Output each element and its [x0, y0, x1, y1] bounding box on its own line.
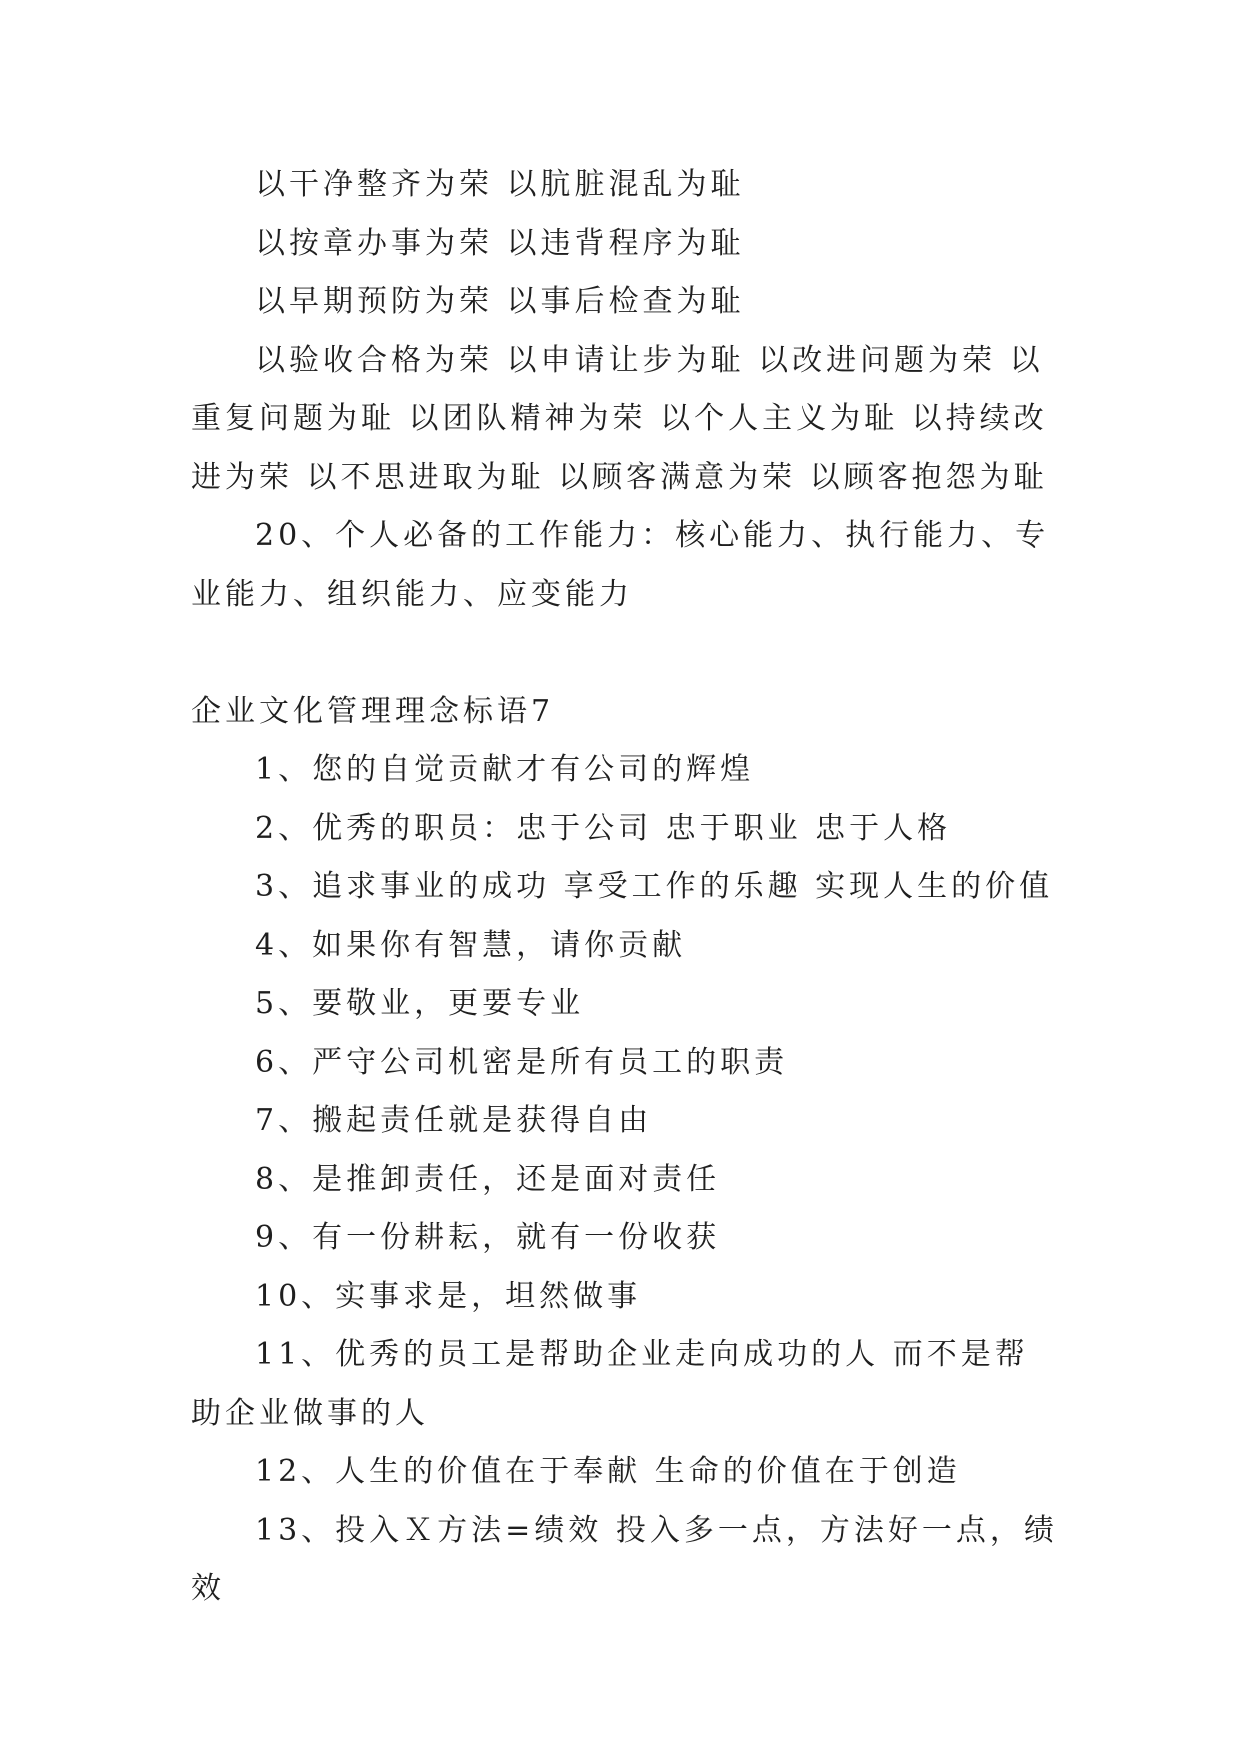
list-item: 8、是推卸责任，还是面对责任: [255, 1161, 721, 1197]
list-item: 6、严守公司机密是所有员工的职责: [255, 1044, 789, 1080]
slogan-line-3: 以早期预防为荣 以事后检查为耻: [255, 284, 745, 319]
list-item: 13、投入Ｘ方法=绩效 投入多一点，方法好一点，绩效: [191, 1512, 1058, 1606]
list-item: 3、追求事业的成功 享受工作的乐趣 实现人生的价值: [255, 869, 1054, 904]
list-item: 9、有一份耕耘，就有一份收获: [255, 1220, 721, 1255]
list-item: 4、如果你有智慧，请你贡献: [255, 927, 687, 963]
list-item: 5、要敬业，更要专业: [255, 986, 585, 1021]
slogan-line-2: 以按章办事为荣 以违背程序为耻: [255, 225, 745, 261]
list-item: 2、优秀的职员：忠于公司 忠于职业 忠于人格: [255, 810, 952, 846]
list-item: 7、搬起责任就是获得自由: [255, 1103, 653, 1138]
list-item: 12、人生的价值在于奉献 生命的价值在于创造: [255, 1454, 961, 1489]
list-item: 11、优秀的员工是帮助企业走向成功的人 而不是帮助企业做事的人: [191, 1337, 1029, 1431]
document-body: [191, 156, 1061, 1619]
section-heading: 企业文化管理理念标语7: [191, 693, 555, 729]
slogan-paragraph: 以验收合格为荣 以申请让步为耻 以改进问题为荣 以重复问题为耻 以团队精神为荣 以个人主义为耻 以持续改进为荣 以不思进取为耻 以顾客满意为荣 以顾客抱怨为耻: [191, 342, 1048, 495]
list-item-20: 20、个人必备的工作能力：核心能力、执行能力、专业能力、组织能力、应变能力: [191, 518, 1050, 612]
slogan-line-1: 以干净整齐为荣 以肮脏混乱为耻: [255, 167, 745, 202]
list-item: 10、实事求是，坦然做事: [255, 1278, 642, 1314]
list-item: 1、您的自觉贡献才有公司的辉煌: [255, 752, 755, 787]
